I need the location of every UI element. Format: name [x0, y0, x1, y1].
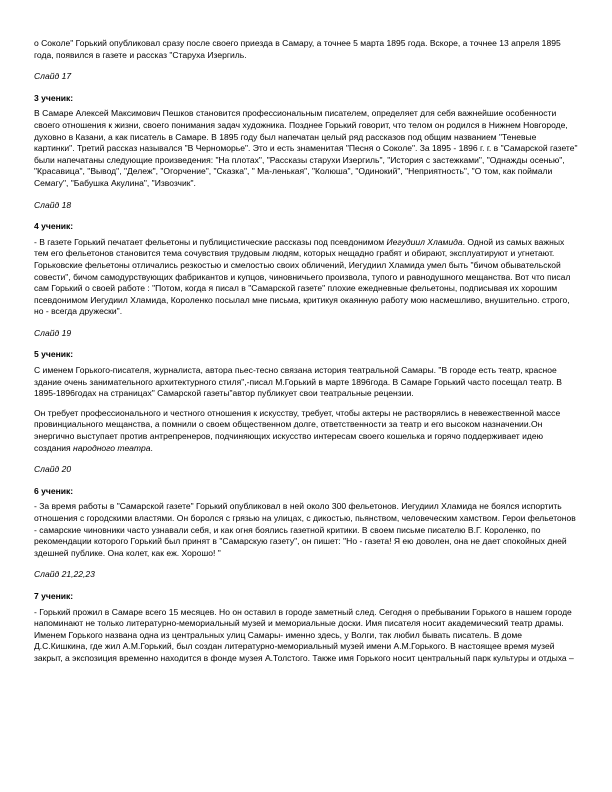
paragraph-speaker-5b: [34, 408, 578, 454]
paragraph-speaker-5b-text: Он требует профессионального и честного отношения к искусству, требует, чтобы актеры не растворялись в невежественной массе провинциального мещанства, а помнили о своем общественном долге, ответственности за театр и его высоком назначении.Он энергично выступает против антрепренеров, подчиняющих искусство интересам своего кошелька и горячо поддерживает идею создания: [34, 407, 561, 453]
speaker-4: 4 ученик:: [34, 221, 74, 232]
paragraph-speaker-5a: С именем Горького-писателя, журналиста, автора пьес-тесно связана история театральной Самары. "В городе есть театр, красное здание очень занимательного архитектурного стиля",-писал М.Горький в марте 1896года. В Самаре Горький часто посещал театр. В 1895-1896годах на страницах" Самарской газеты"автор публикует свои театральные рецензии.: [34, 365, 562, 399]
paragraph-speaker-5b-end: .: [150, 442, 153, 453]
slide-label-20: Слайд 20: [34, 464, 72, 475]
pseudonym-text: Иегудиил Хламида: [386, 236, 463, 247]
slide-label-17: Слайд 17: [34, 71, 72, 82]
slide-label-21-23: Слайд 21,22,23: [34, 569, 95, 580]
speaker-6: 6 ученик:: [34, 485, 74, 496]
slide-label-19: Слайд 19: [34, 327, 72, 338]
speaker-3: 3 ученик:: [34, 92, 74, 103]
paragraph-speaker-6: - За время работы в "Самарской газете" Горький опубликовал в ней около 300 фельетонов. Иегудиил Хламида не боялся испортить отношения с городскими властями. Он боролся с грязью на улицах, с дикостью, пьянством, человеческим хамством. Герои фельетонов - самарские чиновники часто узнавали себя, и как огня боялись газетной критики. В своем письме писателю В.Г. Короленко, по рекомендации которого Горький был принят в "Самарскую газету", он пишет: "Но - газета! Я ею доволен, она не дает спокойных дней здешней публике. Она колет, как еж. Хорошо! ": [34, 501, 576, 558]
speaker-5: 5 ученик:: [34, 349, 74, 360]
paragraph-speaker-3: В Самаре Алексей Максимович Пешков становится профессиональным писателем, определяет для себя важнейшие особенности своего отношения к жизни, своего понимания задач художника. Позднее Горький говорит, что телом он родился в Нижнем Новгороде, духовно в Казани, а как писатель в Самаре. В 1895 году был напечатан целый ряд рассказов под общим названием "Теневые картинки". Третий рассказ назывался "В Черноморье". Это и есть знаменитая "Песня о Соколе". За 1895 - 1896 г. г. в "Самарской газете" были напечатаны следующие произведения: "На плотах", "Рассказы старухи Изергиль", "История с застежками", "Однажды осенью", "Красавица", "Вывод", "Дележ", "Огорчение", "Сказка", " Ма-ленькая", "Колюша", "Одинокий", "Неприятность", "О том, как поймали Семагу", "Бабушка Акулина", "Извозчик".: [34, 108, 578, 188]
slide-label-18: Слайд 18: [34, 199, 72, 210]
paragraph-speaker-4: [34, 237, 578, 318]
peoples-theatre-text: народного театра: [73, 442, 151, 453]
paragraph-speaker-4-rest: . Одной из самых важных тем его фельетонов становится тема сочувствия трудовым людям, которых нещадно грабят и обирают, эксплуатируют и угнетают. Горьковские фельетоны отличались резкостью и смелостью своих обличений, Иегудиил Хламида умел быть "бичом обывательской совести", бичом самодурствующих фабрикантов и купцов, чиновничьего произвола, тупого и равнодушного мещанства. Вот что писал сам Горький о своей работе : "Потом, когда я писал в "Самарской газете" плохие ежедневные фельетоны, подписывая их хорошим псевдонимом Иегудиил Хламида, Короленко посылал мне письма, критикуя окаянную работу мою насмешливо, внушительно. строго, но - всегда дружески".: [34, 236, 571, 317]
paragraph-intro: о Соколе" Горький опубликовал сразу после своего приезда в Самару, а точнее 5 марта 1895 года. Вскоре, а точнее 13 апреля 1895 года, появился в газете и рассказ "Старуха Изергиль.: [34, 38, 561, 60]
paragraph-speaker-7: - Горький прожил в Самаре всего 15 месяцев. Но он оставил в городе заметный след. Сегодня о пребывании Горького в нашем городе напоминают не только литературно-мемориальный музей и мемориальные доски. Имя писателя носит академический театр драмы. Именем Горького названа одна из центральных улиц Самары- именно здесь, у Волги, так любил бывать писатель. В доме Д.С.Кишкина, где жил А.М.Горький, был создан литературно-мемориальный музей имени А.М.Горького. В настоящее время музей закрыт, а экспозиция временно находится в фонде музея А.Толстого. Также имя Горького носит центральный парк культуры и отдыха –: [34, 606, 574, 663]
paragraph-speaker-4-start: - В газете Горький печатает фельетоны и публицистические рассказы под псевдонимом: [34, 236, 387, 247]
speaker-7: 7 ученик:: [34, 590, 74, 601]
